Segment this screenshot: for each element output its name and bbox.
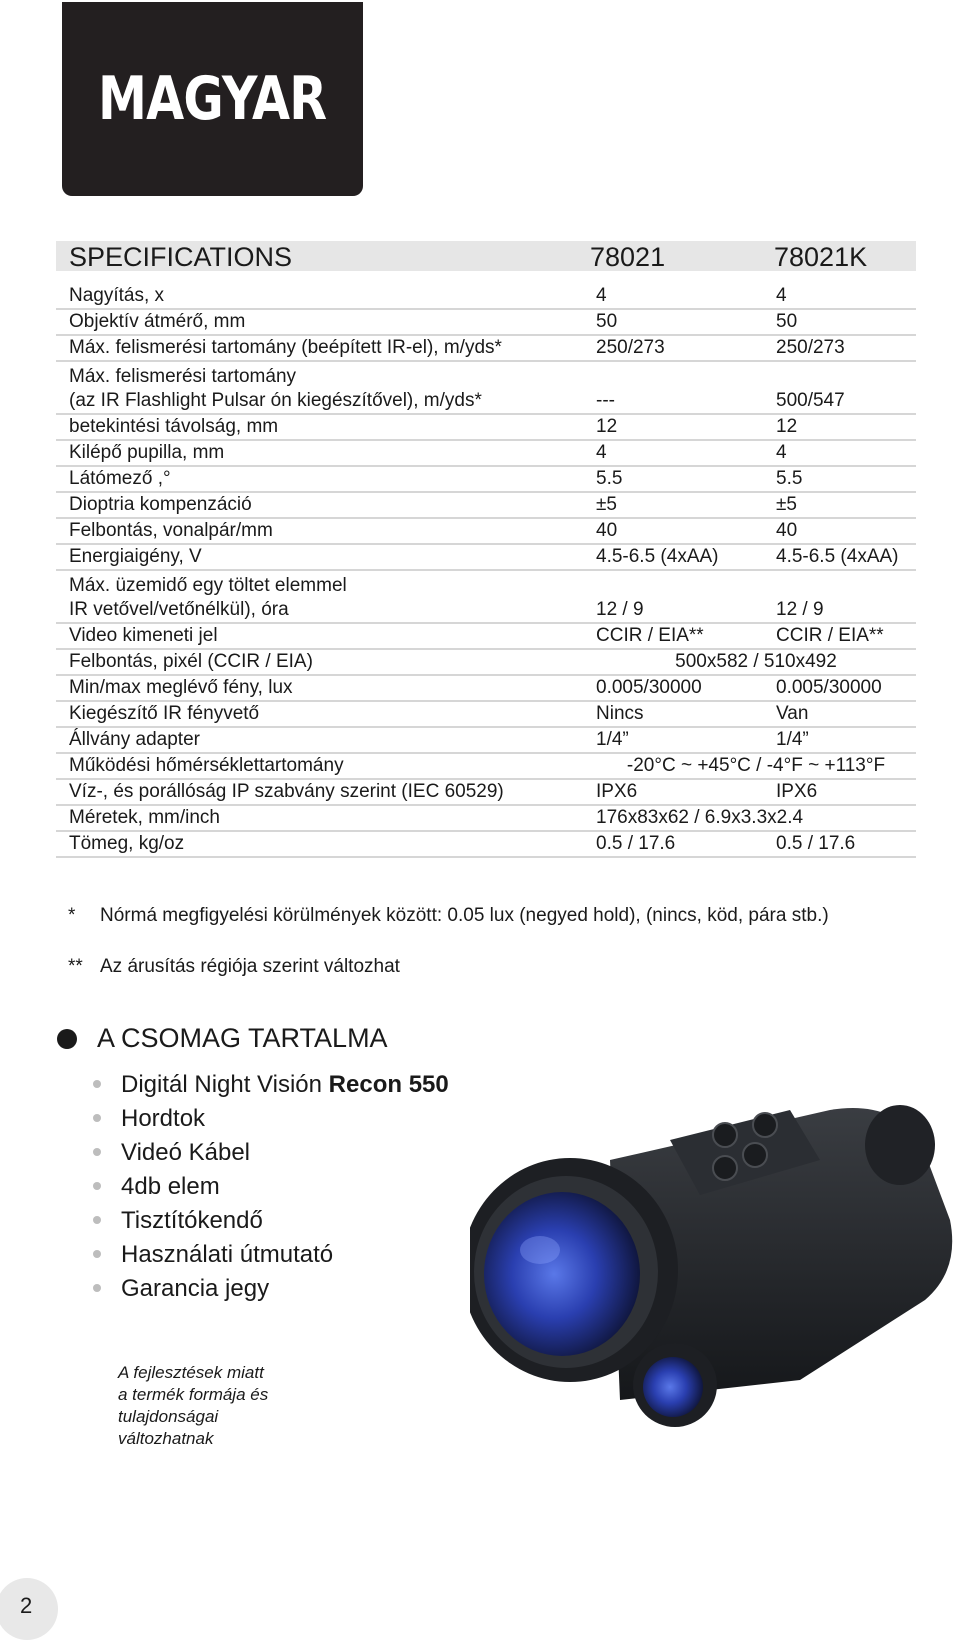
spec-value-78021: 12 / 9 [596, 599, 644, 620]
item-text: Tisztítókendő [121, 1207, 263, 1234]
spec-row [56, 806, 916, 832]
spec-value-78021: 1/4” [596, 729, 629, 750]
spec-value-78021k: 250/273 [776, 337, 845, 358]
spec-value-78021k: 5.5 [776, 468, 803, 489]
spec-value-78021k: CCIR / EIA** [776, 625, 884, 646]
spec-label: Állvány adapter [69, 729, 200, 750]
spec-value-78021: 4.5-6.5 (4xAA) [596, 546, 719, 567]
spec-value-78021: 12 [596, 416, 618, 437]
spec-row [56, 676, 916, 702]
spec-value-78021k: 40 [776, 520, 798, 541]
spec-value-78021k: 12 [776, 416, 798, 437]
footnote-mark: * [68, 905, 76, 926]
list-item [93, 1136, 449, 1170]
bullet-icon [93, 1284, 101, 1292]
spec-value-78021: 4 [596, 285, 607, 306]
list-item [93, 1102, 449, 1136]
spec-value-78021: 5.5 [596, 468, 623, 489]
spec-value-78021: 50 [596, 311, 618, 332]
spec-label: Kiegészítő IR fényvető [69, 703, 260, 724]
spec-label: Működési hőmérséklettartomány [69, 755, 344, 776]
spec-label: Felbontás, pixél (CCIR / EIA) [69, 651, 313, 672]
spec-value-78021: 40 [596, 520, 618, 541]
spec-value-78021k: IPX6 [776, 781, 818, 802]
spec-row [56, 310, 916, 336]
spec-value-shared: -20°C ~ +45°C / -4°F ~ +113°F [626, 755, 886, 776]
spec-row [56, 441, 916, 467]
spec-label: Objektív átmérő, mm [69, 311, 246, 332]
spec-row [56, 780, 916, 806]
specifications-title: SPECIFICATIONS [69, 242, 293, 272]
spec-value-78021k: 50 [776, 311, 798, 332]
spec-label: Felbontás, vonalpár/mm [69, 520, 273, 541]
bullet-icon [93, 1250, 101, 1258]
list-item [93, 1272, 449, 1306]
model-column-78021k: 78021K [774, 242, 868, 272]
spec-value-78021: 250/273 [596, 337, 665, 358]
bullet-icon [93, 1148, 101, 1156]
spec-label: Tömeg, kg/oz [69, 833, 185, 854]
model-column-78021: 78021 [590, 242, 666, 272]
footnote-text: Nórmá megfigyelési körülmények között: 0.05 lux (negyed hold), (nincs, köd, pára stb.) [100, 905, 829, 926]
night-vision-device-image [470, 1100, 960, 1460]
spec-label: Energiaigény, V [69, 546, 202, 567]
footnote-mark: ** [68, 956, 83, 977]
spec-row [56, 624, 916, 650]
spec-row [56, 493, 916, 519]
spec-row [56, 571, 916, 624]
spec-value-shared: 500x582 / 510x492 [675, 651, 837, 672]
footnote-lux [68, 904, 829, 928]
section-bullet-icon [57, 1029, 77, 1049]
item-text: Videó Kábel [121, 1139, 250, 1166]
spec-row [56, 415, 916, 441]
spec-label: Nagyítás, x [69, 285, 165, 306]
list-item [93, 1238, 449, 1272]
spec-value-78021: IPX6 [596, 781, 638, 802]
product-name: Recon 550 [328, 1071, 449, 1098]
specifications-header [56, 241, 916, 271]
spec-row [56, 754, 916, 780]
footnote-region [68, 955, 400, 979]
spec-row [56, 362, 916, 415]
package-contents-title: A CSOMAG TARTALMA [97, 1023, 388, 1053]
spec-value-78021k: 12 / 9 [776, 599, 824, 620]
spec-label: Látómező ,° [69, 468, 171, 489]
bullet-icon [93, 1182, 101, 1190]
spec-label: Máx. felismerési tartomány (beépített IR-el), m/yds* [69, 337, 502, 358]
spec-label: Méretek, mm/inch [69, 807, 220, 828]
bullet-icon [93, 1080, 101, 1088]
list-item [93, 1068, 449, 1102]
spec-value-78021k: 500/547 [776, 390, 845, 411]
spec-value-78021: 4 [596, 442, 607, 463]
item-text: Digitál Night Visión [121, 1071, 322, 1098]
spec-value-78021k: ±5 [776, 494, 797, 515]
language-label: MAGYAR [98, 64, 327, 134]
spec-row [56, 284, 916, 310]
spec-value-78021: 0.005/30000 [596, 677, 702, 698]
bullet-icon [93, 1216, 101, 1224]
spec-label: Video kimeneti jel [69, 625, 218, 646]
spec-value-78021: 0.5 / 17.6 [596, 833, 676, 854]
item-text: Használati útmutató [121, 1241, 334, 1268]
page-number: 2 [20, 1593, 33, 1618]
spec-value-78021: --- [596, 390, 615, 411]
spec-value-78021: ±5 [596, 494, 617, 515]
item-text: Garancia jegy [121, 1275, 270, 1302]
spec-value-78021k: 4 [776, 442, 787, 463]
spec-value-78021: CCIR / EIA** [596, 625, 704, 646]
disclaimer-note: A fejlesztések miatt a termék formája és tulajdonságai változhatnak [118, 1363, 269, 1448]
bullet-icon [93, 1114, 101, 1122]
spec-value-78021: Nincs [596, 703, 644, 724]
spec-label: betekintési távolság, mm [69, 416, 279, 437]
spec-label: Kilépő pupilla, mm [69, 442, 225, 463]
spec-value-78021k: 0.005/30000 [776, 677, 882, 698]
spec-row [56, 519, 916, 545]
spec-row [56, 467, 916, 493]
spec-value-78021k: 1/4” [776, 729, 809, 750]
spec-label: Dioptria kompenzáció [69, 494, 252, 515]
spec-label: Máx. felismerési tartomány (az IR Flashlight Pulsar ón kiegészítővel), m/yds* [69, 366, 482, 411]
language-tab [62, 2, 363, 196]
spec-value-shared: 176x83x62 / 6.9x3.3x2.4 [596, 807, 804, 828]
spec-value-78021k: 0.5 / 17.6 [776, 833, 856, 854]
spec-value-78021k: Van [776, 703, 809, 724]
spec-value-78021k: 4.5-6.5 (4xAA) [776, 546, 899, 567]
list-item [93, 1204, 449, 1238]
spec-row [56, 545, 916, 571]
item-text: 4db elem [121, 1173, 220, 1200]
spec-label: Máx. üzemidő egy töltet elemmel IR vetővel/vetőnélkül), óra [69, 575, 347, 620]
footnote-text: Az árusítás régiója szerint változhat [100, 956, 400, 977]
spec-label: Min/max meglévő fény, lux [69, 677, 293, 698]
spec-row [56, 702, 916, 728]
spec-row [56, 728, 916, 754]
specifications-table [56, 284, 916, 858]
package-contents-list [93, 1068, 449, 1306]
list-item [93, 1170, 449, 1204]
spec-label: Víz-, és porállóság IP szabvány szerint (IEC 60529) [69, 781, 504, 802]
spec-row [56, 336, 916, 362]
spec-value-78021k: 4 [776, 285, 787, 306]
spec-row [56, 832, 916, 858]
spec-row [56, 650, 916, 676]
item-text: Hordtok [121, 1105, 206, 1132]
